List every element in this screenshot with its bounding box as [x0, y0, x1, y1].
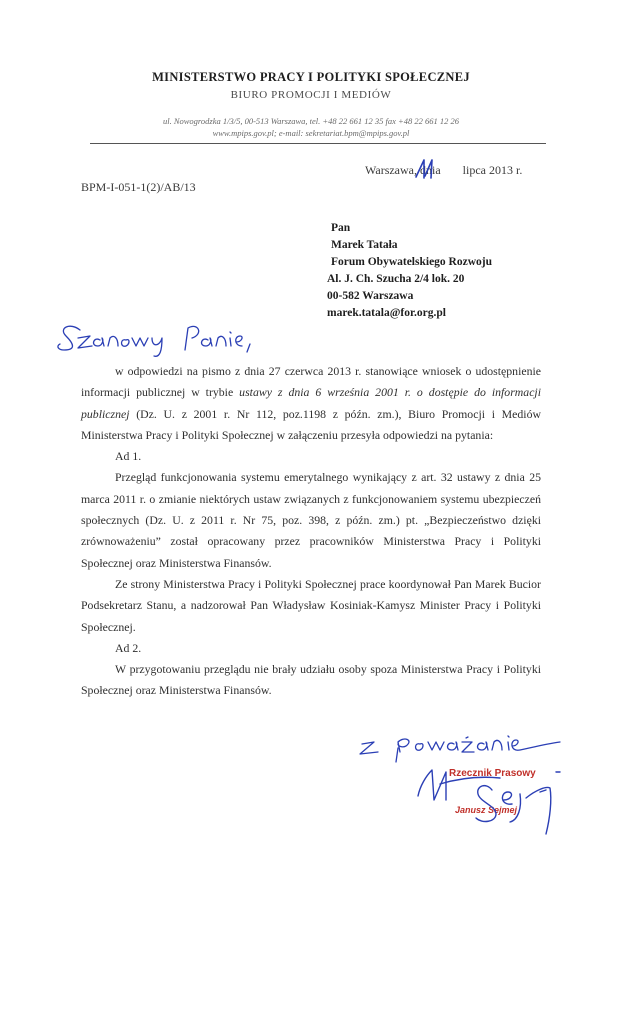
date-line — [365, 163, 522, 178]
recipient-email: marek.tatala@for.org.pl — [327, 307, 446, 319]
section-ad1: Ad 1. — [115, 449, 142, 464]
reference-number: BPM-I-051-1(2)/AB/13 — [81, 180, 196, 194]
header-divider — [90, 143, 546, 144]
law-title: ustawy z dnia 6 września 2001 r. o dostępie do informacji publicznej — [81, 385, 541, 421]
address-line: ul. Nowogrodzka 1/3/5, 00-513 Warszawa, tel. +48 22 661 12 35 fax +48 22 661 12 26 — [162, 116, 460, 126]
handwritten-closing — [360, 736, 560, 762]
paragraph-ad1: Przegląd funkcjonowania systemu emerytalnego wynikający z art. 32 ustawy z dnia 25 marca 2011 r. o zmianie niektórych ustaw związanych z funkcjonowaniem systemu ubezpieczeń społecznych (Dz. U. z 2011 r. Nr 75, poz. 398, z późn. zm.) pt. „Bezpieczeństwo dzięki zrównoważeniu” został opracowany przez pracowników Ministerstwa Pracy i Polityki Społecznej oraz Ministerstwa Finansów. — [81, 470, 541, 570]
recipient-street: Al. J. Ch. Szucha 2/4 lok. 20 — [327, 273, 465, 285]
recipient-organization: Forum Obywatelskiego Rozwoju — [331, 256, 492, 268]
date-prefix: Warszawa, dnia — [365, 163, 441, 177]
paragraph-intro-tail: (Dz. U. z 2001 r. Nr 112, poz.1198 z późn. zm.), Biuro Promocji i Mediów Ministerstwa Pracy i Polityki Społecznej w załączeniu przesyła odpowiedzi na pytania: — [81, 406, 541, 442]
handwritten-signature — [418, 770, 560, 834]
stamp-title: Rzecznik Prasowy — [449, 768, 536, 779]
contact-line: www.mpips.gov.pl; e-mail: sekretariat.bpm@mpips.gov.pl — [212, 128, 410, 138]
stamp-name: Janusz Sejmej — [455, 805, 518, 815]
date-suffix: lipca 2013 r. — [462, 163, 523, 177]
handwritten-greeting — [58, 326, 250, 356]
recipient-salutation: Pan — [331, 222, 351, 234]
recipient-name: Marek Tatała — [331, 239, 398, 251]
section-ad2: Ad 2. — [115, 640, 142, 655]
letter-body — [81, 361, 541, 702]
paragraph-intro-text: w odpowiedzi na pismo z dnia 27 czerwca 2013 r. stanowiące wniosek o udostępnienie informacji publicznej w trybie — [81, 364, 541, 400]
ministry-name: MINISTERSTWO PRACY I POLITYKI SPOŁECZNEJ — [152, 70, 470, 84]
paragraph-coordination: Ze strony Ministerstwa Pracy i Polityki Społecznej prace koordynował Pan Marek Bucior Podsekretarz Stanu, a nadzorował Pan Władysław Kosiniak-Kamysz Minister Pracy i Polityki Społecznej. — [81, 576, 541, 634]
bureau-name: BIURO PROMOCJI I MEDIÓW — [230, 89, 392, 101]
paragraph-ad2: W przygotowaniu przeglądu nie brały udziału osoby spoza Ministerstwa Pracy i Polityki Społecznej oraz Ministerstwa Finansów. — [81, 662, 541, 698]
recipient-city: 00-582 Warszawa — [327, 290, 414, 302]
paragraph-intro — [81, 361, 541, 446]
